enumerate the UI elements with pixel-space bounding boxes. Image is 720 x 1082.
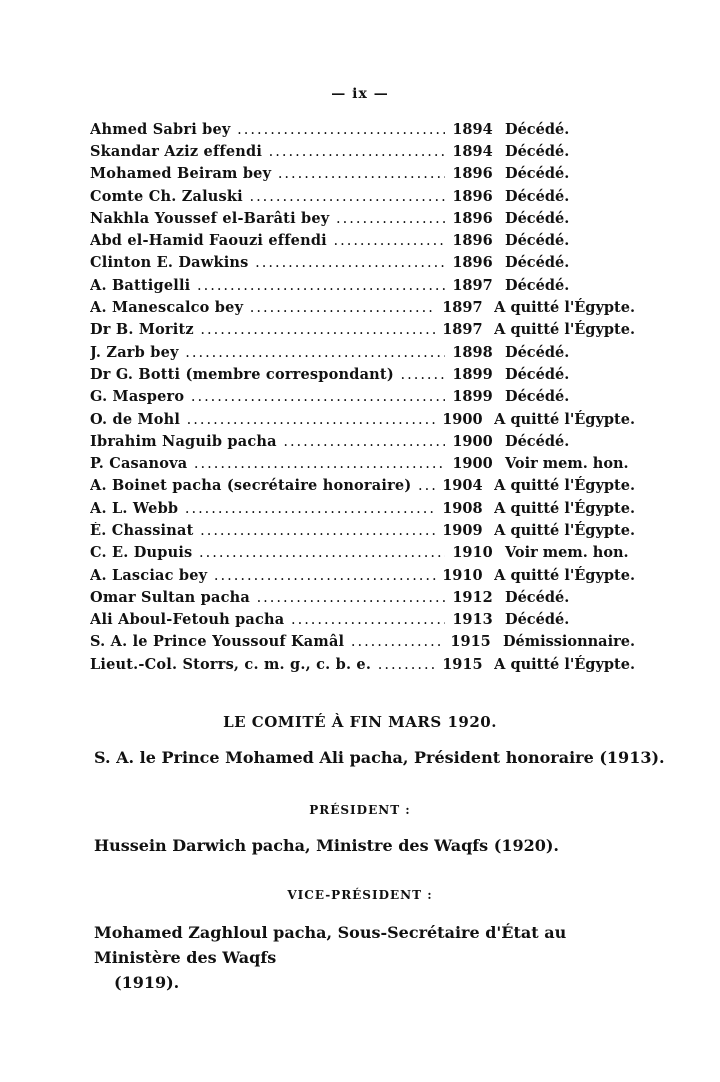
- member-name: C. E. Dupuis .....: [90, 544, 445, 561]
- member-row: [90, 497, 635, 519]
- member-year: 1900: [452, 455, 493, 473]
- member-name: A. Manescalco bey .....: [90, 299, 436, 316]
- member-name: Nakhla Youssef el-Barâti bey .....: [90, 210, 445, 227]
- member-year: 1896: [452, 165, 493, 183]
- member-name: Ahmed Sabri bey .....: [90, 121, 445, 138]
- member-name: A. Battigelli .....: [90, 277, 445, 294]
- member-row: [90, 274, 635, 296]
- member-status: A quitté l'Égypte.: [494, 521, 635, 539]
- member-year: 1897: [442, 321, 483, 339]
- member-name: Ibrahim Naguib pacha .....: [90, 433, 445, 450]
- member-row: [90, 363, 635, 385]
- member-status: Décédé.: [505, 432, 570, 450]
- member-row: [90, 564, 635, 586]
- member-status: A quitté l'Égypte.: [494, 410, 635, 428]
- member-year: 1909: [442, 521, 483, 539]
- member-year: 1910: [442, 566, 483, 584]
- member-row: [90, 296, 635, 318]
- member-row: [90, 631, 635, 653]
- member-row: [90, 519, 635, 541]
- member-year: 1915: [442, 655, 483, 673]
- member-year: 1912: [452, 588, 493, 606]
- member-status: Décédé.: [505, 142, 570, 160]
- member-row: [90, 452, 635, 474]
- member-status: A quitté l'Égypte.: [494, 321, 635, 339]
- member-name: Dr G. Botti (membre correspondant) .....: [90, 366, 445, 383]
- member-status: Décédé.: [505, 388, 570, 406]
- member-status: Décédé.: [505, 209, 570, 227]
- member-year: 1899: [452, 365, 493, 383]
- member-year: 1896: [452, 232, 493, 250]
- member-name: O. de Mohl .....: [90, 411, 436, 428]
- member-name: P. Casanova .....: [90, 455, 445, 472]
- member-row: [90, 586, 635, 608]
- member-year: 1904: [442, 477, 483, 495]
- member-status: Décédé.: [505, 120, 570, 138]
- member-status: Décédé.: [505, 165, 570, 183]
- vice-president-line: [94, 920, 634, 995]
- member-status: Décédé.: [505, 232, 570, 250]
- president-line: Hussein Darwich pacha, Ministre des Waqfs (1920).: [94, 836, 559, 855]
- member-year: 1900: [452, 432, 493, 450]
- member-row: [90, 408, 635, 430]
- member-year: 1897: [452, 276, 493, 294]
- member-row: [90, 252, 635, 274]
- member-row: [90, 229, 635, 251]
- member-name: J. Zarb bey .....: [90, 344, 445, 361]
- member-row: [90, 207, 635, 229]
- member-row: [90, 475, 635, 497]
- member-year: 1894: [452, 142, 493, 160]
- member-name: Ali Aboul-Fetouh pacha .....: [90, 611, 445, 628]
- member-row: [90, 542, 635, 564]
- member-year: 1900: [442, 410, 483, 428]
- member-year: 1908: [442, 499, 483, 517]
- vice-president-year: (1919).: [114, 973, 180, 992]
- vice-president-heading: VICE-PRÉSIDENT :: [287, 888, 433, 902]
- member-year: 1894: [452, 120, 493, 138]
- member-status: A quitté l'Égypte.: [494, 299, 635, 317]
- member-year: 1910: [452, 544, 493, 562]
- member-status: A quitté l'Égypte.: [494, 566, 635, 584]
- member-year: 1898: [452, 343, 493, 361]
- member-name: Mohamed Beiram bey .....: [90, 165, 445, 182]
- member-name: A. Lasciac bey .....: [90, 567, 436, 584]
- member-status: A quitté l'Égypte.: [494, 655, 635, 673]
- member-status: Voir mem. hon.: [505, 455, 629, 473]
- member-year: 1897: [442, 299, 483, 317]
- member-name: S. A. le Prince Youssouf Kamâl .....: [90, 633, 443, 650]
- committee-heading: LE COMITÉ À FIN MARS 1920.: [223, 713, 497, 731]
- member-status: Décédé.: [505, 611, 570, 629]
- member-row: [90, 653, 635, 675]
- member-name: É. Chassinat .....: [90, 522, 436, 539]
- member-status: A quitté l'Égypte.: [494, 499, 635, 517]
- member-name: Omar Sultan pacha .....: [90, 589, 445, 606]
- member-name: G. Maspero .....: [90, 388, 445, 405]
- member-status: Décédé.: [505, 588, 570, 606]
- member-name: Dr B. Moritz .....: [90, 321, 436, 338]
- vice-president-text: Mohamed Zaghloul pacha, Sous-Secrétaire d'État au Ministère des Waqfs: [94, 923, 567, 967]
- member-status: Voir mem. hon.: [505, 544, 629, 562]
- honorary-president-line: S. A. le Prince Mohamed Ali pacha, Président honoraire (1913).: [94, 748, 665, 767]
- member-row: [90, 341, 635, 363]
- member-name: Comte Ch. Zaluski .....: [90, 188, 445, 205]
- member-row: [90, 185, 635, 207]
- member-name: A. L. Webb .....: [90, 500, 436, 517]
- member-status: Démissionnaire.: [502, 633, 635, 651]
- member-name: Lieut.-Col. Storrs, c. m. g., c. b. e. .....: [90, 656, 436, 673]
- page-number: — ix —: [331, 86, 389, 102]
- member-row: [90, 140, 635, 162]
- member-year: 1913: [452, 611, 493, 629]
- member-status: Décédé.: [505, 276, 570, 294]
- member-year: 1896: [452, 254, 493, 272]
- member-year: 1896: [452, 209, 493, 227]
- member-status: Décédé.: [505, 254, 570, 272]
- member-status: A quitté l'Égypte.: [494, 477, 635, 495]
- member-row: [90, 163, 635, 185]
- member-row: [90, 430, 635, 452]
- president-heading: PRÉSIDENT :: [309, 803, 411, 817]
- member-name: A. Boinet pacha (secrétaire honoraire) .....: [90, 477, 436, 494]
- member-row: [90, 118, 635, 140]
- member-status: Décédé.: [505, 187, 570, 205]
- member-name: Skandar Aziz effendi .....: [90, 143, 445, 160]
- member-year: 1896: [452, 187, 493, 205]
- member-year: 1915: [450, 633, 491, 651]
- member-row: [90, 386, 635, 408]
- member-name: Clinton E. Dawkins .....: [90, 254, 445, 271]
- member-year: 1899: [452, 388, 493, 406]
- member-name: Abd el-Hamid Faouzi effendi .....: [90, 232, 445, 249]
- member-list: [90, 118, 635, 675]
- member-status: Décédé.: [505, 343, 570, 361]
- member-status: Décédé.: [505, 365, 570, 383]
- member-row: [90, 609, 635, 631]
- member-row: [90, 319, 635, 341]
